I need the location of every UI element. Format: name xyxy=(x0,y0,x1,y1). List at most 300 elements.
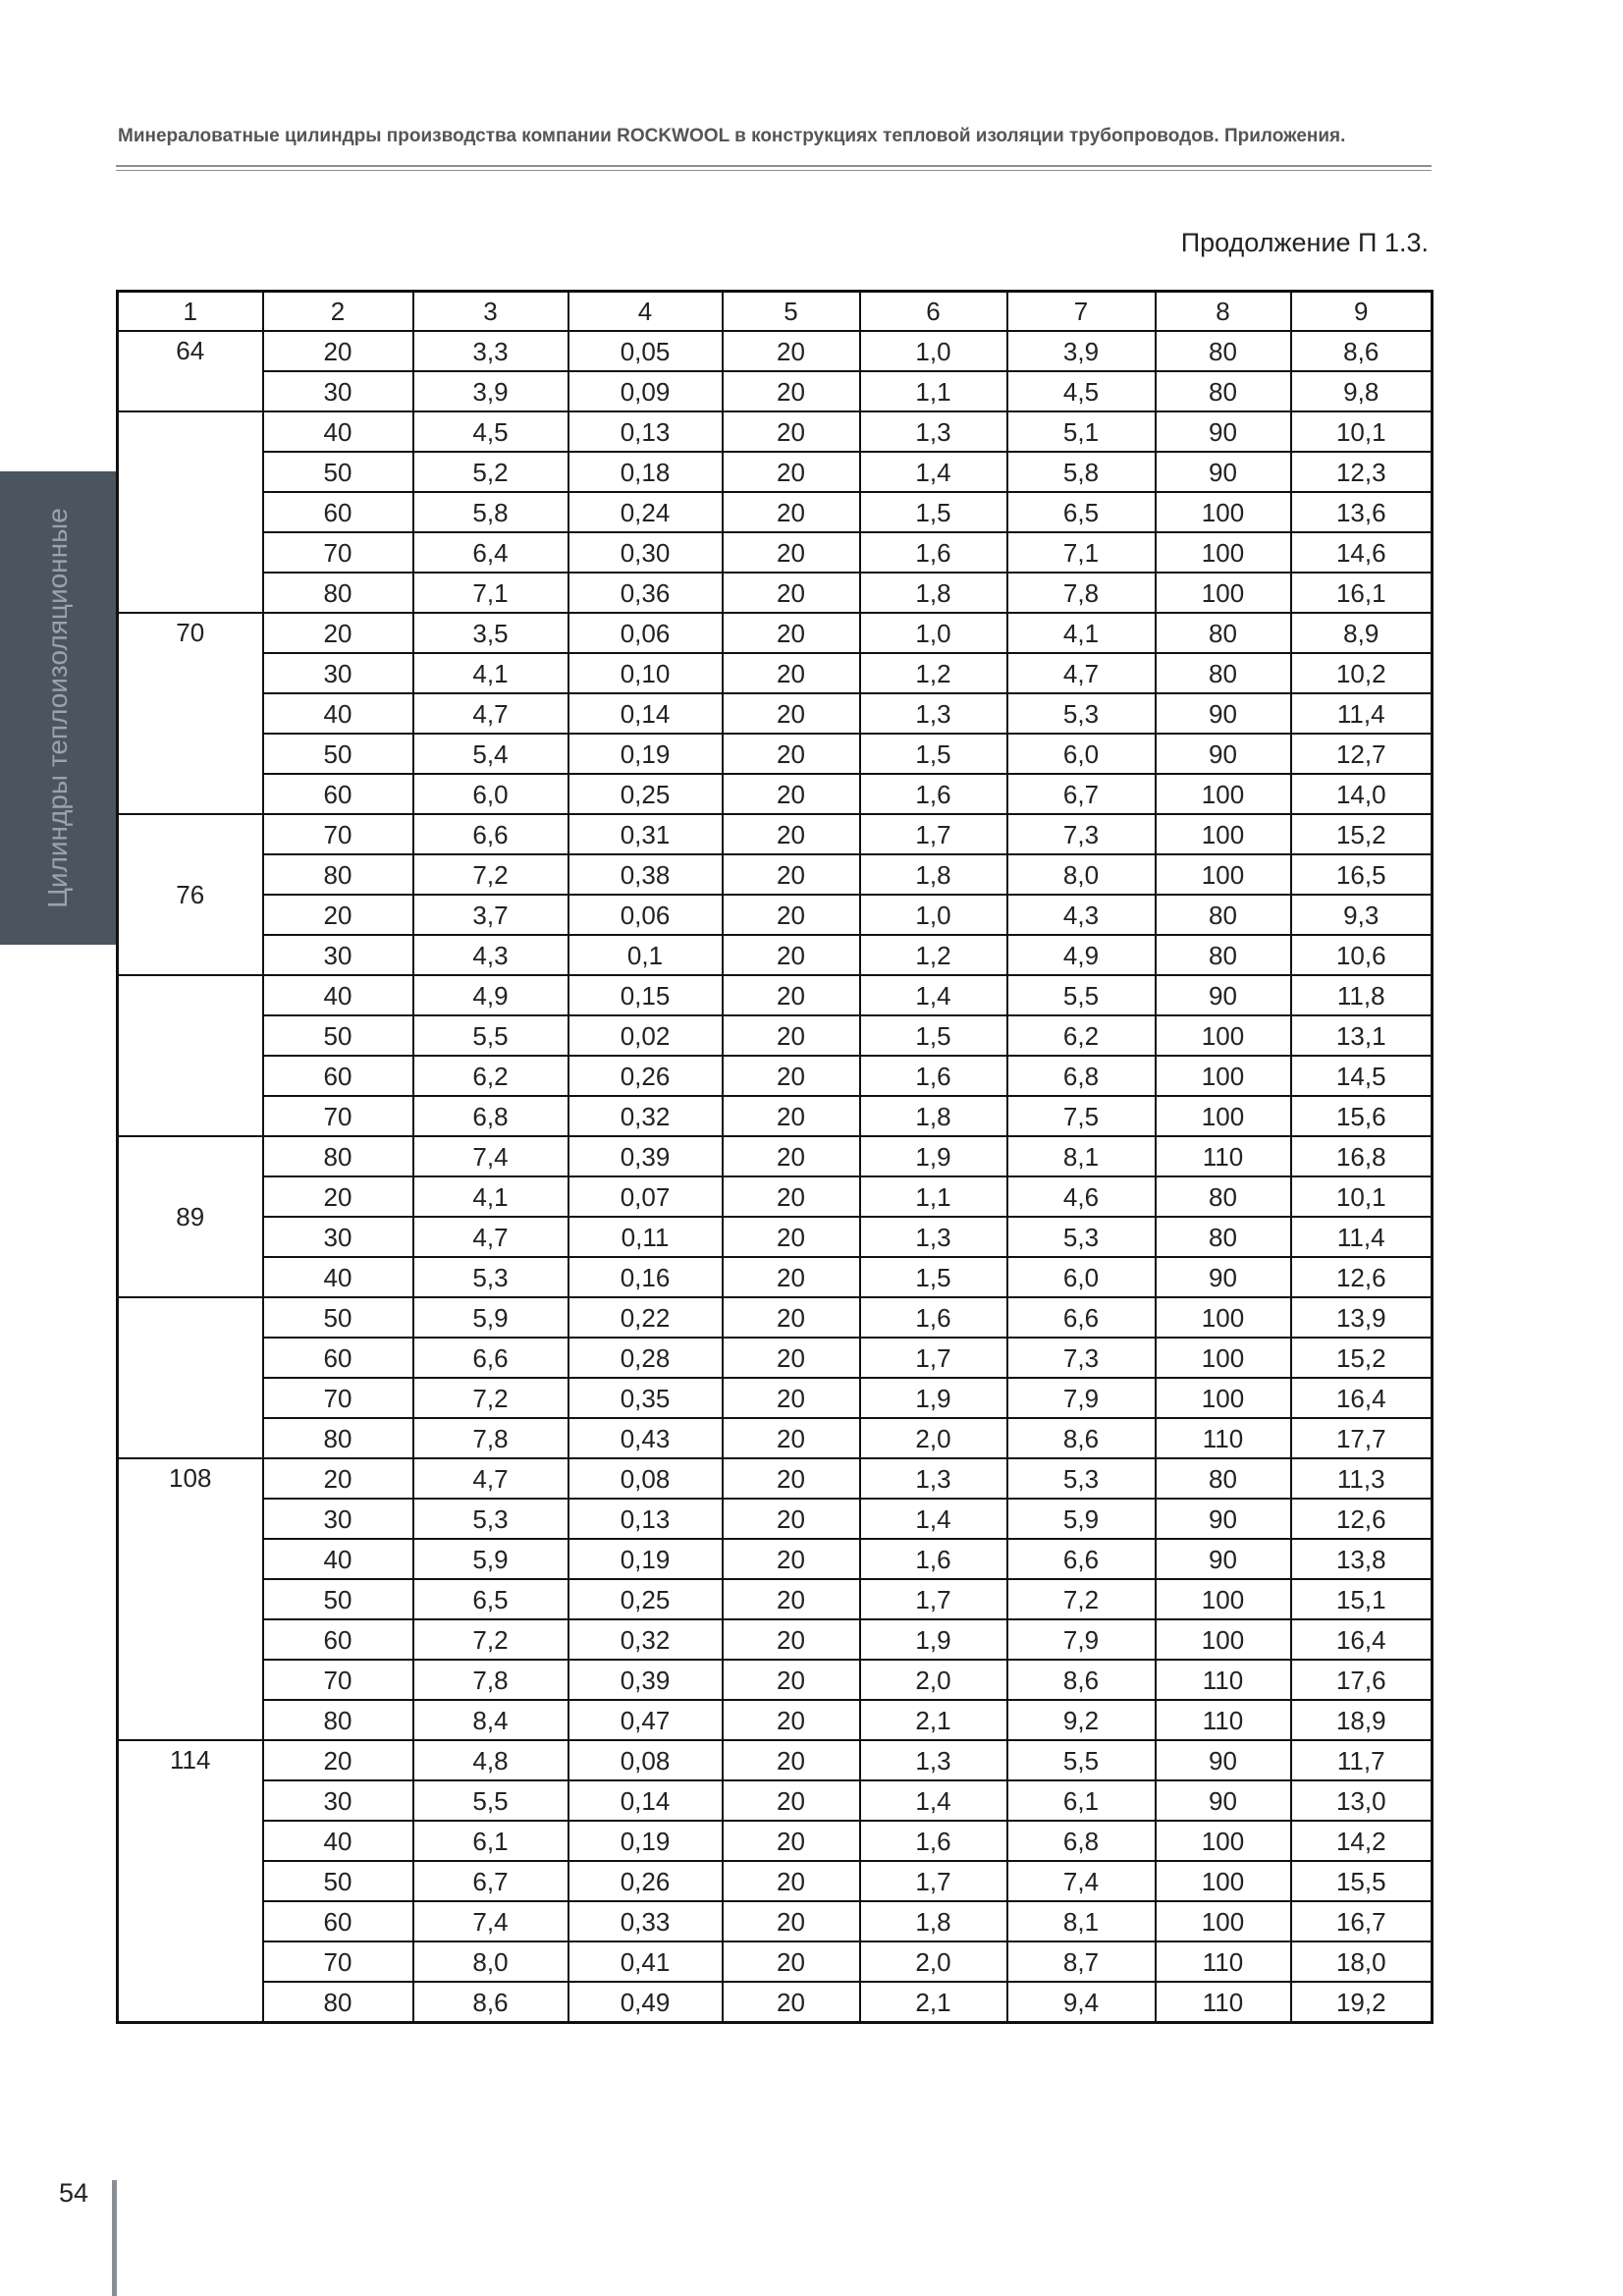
column-header: 1 xyxy=(118,292,263,332)
table-cell: 40 xyxy=(263,1539,413,1579)
table-cell: 80 xyxy=(263,1136,413,1176)
table-cell: 8,9 xyxy=(1291,613,1433,653)
table-cell: 20 xyxy=(263,1176,413,1217)
table-cell: 30 xyxy=(263,935,413,975)
table-cell: 15,5 xyxy=(1291,1861,1433,1901)
table-cell: 40 xyxy=(263,1257,413,1297)
table-cell: 1,9 xyxy=(860,1619,1007,1660)
table-cell: 30 xyxy=(263,1780,413,1821)
table-cell: 1,7 xyxy=(860,1579,1007,1619)
table-cell: 0,26 xyxy=(568,1861,723,1901)
table-cell: 6,0 xyxy=(1007,734,1156,774)
column-header: 6 xyxy=(860,292,1007,332)
table-cell: 2,0 xyxy=(860,1418,1007,1458)
table-row xyxy=(118,1458,1433,1499)
table-cell: 14,2 xyxy=(1291,1821,1433,1861)
table-cell: 0,11 xyxy=(568,1217,723,1257)
table-row xyxy=(118,935,1433,975)
table-cell: 1,6 xyxy=(860,532,1007,573)
table-cell: 100 xyxy=(1156,1338,1291,1378)
table-cell: 100 xyxy=(1156,1056,1291,1096)
table-cell: 16,4 xyxy=(1291,1619,1433,1660)
table-cell: 30 xyxy=(263,1217,413,1257)
table-cell: 20 xyxy=(723,532,860,573)
table-cell: 100 xyxy=(1156,1619,1291,1660)
table-cell: 20 xyxy=(723,1700,860,1740)
table-cell: 90 xyxy=(1156,411,1291,452)
table-cell: 5,4 xyxy=(413,734,568,774)
column-header: 3 xyxy=(413,292,568,332)
table-cell: 7,2 xyxy=(413,854,568,895)
table-cell: 1,4 xyxy=(860,975,1007,1015)
table-cell: 70 xyxy=(263,1660,413,1700)
table-cell: 0,16 xyxy=(568,1257,723,1297)
table-row xyxy=(118,1982,1433,2023)
table-cell: 6,6 xyxy=(1007,1539,1156,1579)
table-cell: 20 xyxy=(723,1901,860,1941)
table-cell: 80 xyxy=(1156,613,1291,653)
table-cell: 8,0 xyxy=(413,1941,568,1982)
table-cell: 13,6 xyxy=(1291,492,1433,532)
table-cell: 6,0 xyxy=(1007,1257,1156,1297)
table-cell: 6,8 xyxy=(1007,1821,1156,1861)
table-cell: 5,3 xyxy=(1007,693,1156,734)
table-cell: 9,3 xyxy=(1291,895,1433,935)
table-cell: 30 xyxy=(263,371,413,411)
table-cell: 5,3 xyxy=(413,1257,568,1297)
table-row xyxy=(118,1056,1433,1096)
table-cell: 20 xyxy=(723,1780,860,1821)
table-row xyxy=(118,1015,1433,1056)
table-cell: 40 xyxy=(263,411,413,452)
table-cell: 8,1 xyxy=(1007,1901,1156,1941)
column-header: 5 xyxy=(723,292,860,332)
table-row xyxy=(118,653,1433,693)
table-continuation-label: Продолжение П 1.3. xyxy=(1180,228,1429,257)
table-cell: 16,1 xyxy=(1291,573,1433,613)
table-cell: 3,7 xyxy=(413,895,568,935)
table-cell: 1,8 xyxy=(860,854,1007,895)
table-cell: 7,8 xyxy=(1007,573,1156,613)
table-cell: 6,0 xyxy=(413,774,568,814)
table-cell: 0,41 xyxy=(568,1941,723,1982)
table-cell: 100 xyxy=(1156,492,1291,532)
table-cell: 60 xyxy=(263,1338,413,1378)
table-cell: 20 xyxy=(723,653,860,693)
table-cell: 70 xyxy=(263,1096,413,1136)
table-cell: 30 xyxy=(263,653,413,693)
table-cell: 0,19 xyxy=(568,1821,723,1861)
table-row xyxy=(118,1579,1433,1619)
table-cell: 1,1 xyxy=(860,1176,1007,1217)
table-cell: 20 xyxy=(723,331,860,371)
table-cell: 0,33 xyxy=(568,1901,723,1941)
table-cell: 20 xyxy=(723,1740,860,1780)
table-cell: 7,3 xyxy=(1007,1338,1156,1378)
table-cell: 0,31 xyxy=(568,814,723,854)
table-cell: 4,7 xyxy=(413,693,568,734)
table-cell: 5,3 xyxy=(1007,1217,1156,1257)
side-tab xyxy=(0,471,116,945)
table-cell: 90 xyxy=(1156,1257,1291,1297)
table-cell: 80 xyxy=(1156,371,1291,411)
table-cell: 6,5 xyxy=(1007,492,1156,532)
table-cell: 17,7 xyxy=(1291,1418,1433,1458)
table-cell: 15,2 xyxy=(1291,814,1433,854)
table-row xyxy=(118,1338,1433,1378)
table-cell: 0,35 xyxy=(568,1378,723,1418)
table-cell: 10,1 xyxy=(1291,1176,1433,1217)
table-row xyxy=(118,1176,1433,1217)
table-cell: 13,8 xyxy=(1291,1539,1433,1579)
table-cell: 70 xyxy=(263,814,413,854)
table-cell: 20 xyxy=(723,693,860,734)
table-cell: 4,1 xyxy=(413,653,568,693)
table-cell: 4,1 xyxy=(413,1176,568,1217)
table-cell: 16,4 xyxy=(1291,1378,1433,1418)
table-cell: 14,6 xyxy=(1291,532,1433,573)
table-cell: 1,5 xyxy=(860,1257,1007,1297)
table-cell: 14,0 xyxy=(1291,774,1433,814)
table-cell: 1,3 xyxy=(860,1740,1007,1780)
table-cell: 6,6 xyxy=(413,814,568,854)
table-cell: 1,5 xyxy=(860,492,1007,532)
table-cell: 0,19 xyxy=(568,1539,723,1579)
table-row xyxy=(118,1780,1433,1821)
table-cell: 20 xyxy=(723,935,860,975)
table-cell: 13,9 xyxy=(1291,1297,1433,1338)
table-row xyxy=(118,1539,1433,1579)
table-cell: 0,26 xyxy=(568,1056,723,1096)
table-row xyxy=(118,331,1433,371)
table-cell: 100 xyxy=(1156,1901,1291,1941)
table-row xyxy=(118,411,1433,452)
table-cell: 10,6 xyxy=(1291,935,1433,975)
table-cell: 11,3 xyxy=(1291,1458,1433,1499)
table-cell: 11,4 xyxy=(1291,1217,1433,1257)
table-cell: 7,4 xyxy=(413,1136,568,1176)
table-cell: 5,8 xyxy=(1007,452,1156,492)
table-cell: 0,32 xyxy=(568,1619,723,1660)
table-cell: 4,9 xyxy=(413,975,568,1015)
table-row xyxy=(118,1378,1433,1418)
table-cell: 100 xyxy=(1156,1015,1291,1056)
table-cell: 16,7 xyxy=(1291,1901,1433,1941)
table-cell: 6,7 xyxy=(1007,774,1156,814)
table-row xyxy=(118,1418,1433,1458)
table-cell: 50 xyxy=(263,1861,413,1901)
table-cell: 20 xyxy=(723,1418,860,1458)
group-label-cell: 70 xyxy=(118,613,263,814)
table-row xyxy=(118,1941,1433,1982)
table-row xyxy=(118,532,1433,573)
table-cell: 20 xyxy=(723,1579,860,1619)
table-cell: 80 xyxy=(263,573,413,613)
table-cell: 6,5 xyxy=(413,1579,568,1619)
column-header: 8 xyxy=(1156,292,1291,332)
group-label-cell xyxy=(118,975,263,1136)
table-row xyxy=(118,1740,1433,1780)
table-cell: 1,0 xyxy=(860,613,1007,653)
table-cell: 40 xyxy=(263,693,413,734)
group-label-cell xyxy=(118,411,263,613)
table-row xyxy=(118,1901,1433,1941)
table-cell: 12,6 xyxy=(1291,1257,1433,1297)
table-cell: 20 xyxy=(723,1096,860,1136)
table-cell: 3,5 xyxy=(413,613,568,653)
table-cell: 0,49 xyxy=(568,1982,723,2023)
table-cell: 0,02 xyxy=(568,1015,723,1056)
table-cell: 5,2 xyxy=(413,452,568,492)
table-cell: 90 xyxy=(1156,452,1291,492)
table-cell: 5,5 xyxy=(1007,975,1156,1015)
table-cell: 0,14 xyxy=(568,693,723,734)
table-cell: 1,6 xyxy=(860,1821,1007,1861)
table-cell: 8,4 xyxy=(413,1700,568,1740)
table-cell: 7,2 xyxy=(1007,1579,1156,1619)
table-cell: 0,13 xyxy=(568,411,723,452)
table-cell: 20 xyxy=(263,613,413,653)
table-row xyxy=(118,1297,1433,1338)
table-header-row xyxy=(118,292,1433,332)
table-row xyxy=(118,1096,1433,1136)
table-cell: 90 xyxy=(1156,734,1291,774)
table-cell: 0,08 xyxy=(568,1740,723,1780)
table-row xyxy=(118,1217,1433,1257)
table-row xyxy=(118,693,1433,734)
table-cell: 20 xyxy=(723,1821,860,1861)
table-cell: 7,1 xyxy=(413,573,568,613)
table-cell: 90 xyxy=(1156,1499,1291,1539)
table-cell: 1,1 xyxy=(860,371,1007,411)
table-cell: 20 xyxy=(723,734,860,774)
table-cell: 18,9 xyxy=(1291,1700,1433,1740)
table-cell: 1,8 xyxy=(860,1901,1007,1941)
table-cell: 20 xyxy=(723,1982,860,2023)
table-cell: 90 xyxy=(1156,693,1291,734)
table-cell: 1,5 xyxy=(860,1015,1007,1056)
table-cell: 12,6 xyxy=(1291,1499,1433,1539)
table-cell: 110 xyxy=(1156,1136,1291,1176)
table-cell: 80 xyxy=(263,1418,413,1458)
table-row xyxy=(118,1257,1433,1297)
group-label-cell: 64 xyxy=(118,331,263,411)
table-cell: 5,5 xyxy=(413,1780,568,1821)
table-cell: 2,1 xyxy=(860,1982,1007,2023)
table-row xyxy=(118,1660,1433,1700)
table-cell: 0,39 xyxy=(568,1660,723,1700)
table-cell: 0,18 xyxy=(568,452,723,492)
table-row xyxy=(118,371,1433,411)
table-cell: 0,07 xyxy=(568,1176,723,1217)
table-cell: 7,2 xyxy=(413,1378,568,1418)
table-cell: 50 xyxy=(263,452,413,492)
table-cell: 50 xyxy=(263,1297,413,1338)
table-row xyxy=(118,1619,1433,1660)
table-cell: 1,7 xyxy=(860,1338,1007,1378)
table-cell: 100 xyxy=(1156,573,1291,613)
table-cell: 20 xyxy=(723,1056,860,1096)
table-cell: 20 xyxy=(723,1338,860,1378)
table-cell: 70 xyxy=(263,532,413,573)
table-cell: 20 xyxy=(723,1539,860,1579)
table-row xyxy=(118,1821,1433,1861)
table-cell: 20 xyxy=(723,1499,860,1539)
table-cell: 4,6 xyxy=(1007,1176,1156,1217)
table-cell: 20 xyxy=(723,1257,860,1297)
table-cell: 4,9 xyxy=(1007,935,1156,975)
table-cell: 0,22 xyxy=(568,1297,723,1338)
table-cell: 4,8 xyxy=(413,1740,568,1780)
table-cell: 5,3 xyxy=(413,1499,568,1539)
table-row xyxy=(118,975,1433,1015)
table-cell: 1,9 xyxy=(860,1136,1007,1176)
table-cell: 60 xyxy=(263,774,413,814)
table-cell: 90 xyxy=(1156,975,1291,1015)
table-cell: 0,43 xyxy=(568,1418,723,1458)
table-row xyxy=(118,1136,1433,1176)
table-cell: 14,5 xyxy=(1291,1056,1433,1096)
table-cell: 6,7 xyxy=(413,1861,568,1901)
table-cell: 6,4 xyxy=(413,532,568,573)
table-cell: 3,9 xyxy=(413,371,568,411)
table-cell: 6,6 xyxy=(413,1338,568,1378)
table-cell: 100 xyxy=(1156,774,1291,814)
table-cell: 1,6 xyxy=(860,1539,1007,1579)
table-cell: 1,3 xyxy=(860,411,1007,452)
column-header: 7 xyxy=(1007,292,1156,332)
table-cell: 100 xyxy=(1156,1378,1291,1418)
table-cell: 80 xyxy=(1156,895,1291,935)
table-row xyxy=(118,895,1433,935)
table-cell: 2,0 xyxy=(860,1660,1007,1700)
table-cell: 6,8 xyxy=(1007,1056,1156,1096)
table-cell: 5,9 xyxy=(413,1539,568,1579)
table-row xyxy=(118,1861,1433,1901)
table-cell: 20 xyxy=(723,492,860,532)
table-cell: 100 xyxy=(1156,1297,1291,1338)
table-cell: 7,8 xyxy=(413,1418,568,1458)
table-cell: 4,7 xyxy=(413,1458,568,1499)
table-cell: 5,9 xyxy=(413,1297,568,1338)
table-cell: 1,2 xyxy=(860,653,1007,693)
table-cell: 70 xyxy=(263,1378,413,1418)
table-cell: 2,1 xyxy=(860,1700,1007,1740)
table-cell: 20 xyxy=(723,1176,860,1217)
table-cell: 90 xyxy=(1156,1539,1291,1579)
table-cell: 20 xyxy=(723,1458,860,1499)
table-cell: 0,30 xyxy=(568,532,723,573)
table-cell: 15,2 xyxy=(1291,1338,1433,1378)
table-cell: 20 xyxy=(723,854,860,895)
table-cell: 1,6 xyxy=(860,774,1007,814)
table-cell: 0,24 xyxy=(568,492,723,532)
table-cell: 19,2 xyxy=(1291,1982,1433,2023)
table-cell: 20 xyxy=(723,975,860,1015)
table-cell: 60 xyxy=(263,1056,413,1096)
table-cell: 2,0 xyxy=(860,1941,1007,1982)
table-cell: 8,6 xyxy=(1007,1660,1156,1700)
table-cell: 8,6 xyxy=(1007,1418,1156,1458)
table-cell: 20 xyxy=(723,613,860,653)
table-cell: 10,2 xyxy=(1291,653,1433,693)
table-cell: 1,3 xyxy=(860,1458,1007,1499)
table-cell: 7,4 xyxy=(413,1901,568,1941)
table-cell: 10,1 xyxy=(1291,411,1433,452)
table-cell: 7,4 xyxy=(1007,1861,1156,1901)
table-cell: 60 xyxy=(263,1619,413,1660)
table-cell: 6,2 xyxy=(413,1056,568,1096)
table-cell: 1,4 xyxy=(860,1780,1007,1821)
table-cell: 80 xyxy=(1156,935,1291,975)
table-cell: 12,7 xyxy=(1291,734,1433,774)
table-cell: 1,3 xyxy=(860,693,1007,734)
table-cell: 1,9 xyxy=(860,1378,1007,1418)
table-cell: 6,1 xyxy=(1007,1780,1156,1821)
table-cell: 0,38 xyxy=(568,854,723,895)
table-cell: 80 xyxy=(1156,1458,1291,1499)
table-cell: 20 xyxy=(723,774,860,814)
table-cell: 60 xyxy=(263,492,413,532)
table-cell: 1,5 xyxy=(860,734,1007,774)
table-cell: 100 xyxy=(1156,1096,1291,1136)
table-cell: 1,8 xyxy=(860,1096,1007,1136)
table-body xyxy=(118,292,1433,2023)
table-cell: 20 xyxy=(723,1941,860,1982)
group-label-cell xyxy=(118,1297,263,1458)
table-cell: 100 xyxy=(1156,814,1291,854)
table-cell: 15,1 xyxy=(1291,1579,1433,1619)
table-cell: 8,1 xyxy=(1007,1136,1156,1176)
column-header: 2 xyxy=(263,292,413,332)
table-cell: 100 xyxy=(1156,1579,1291,1619)
table-cell: 5,9 xyxy=(1007,1499,1156,1539)
table-cell: 13,1 xyxy=(1291,1015,1433,1056)
table-cell: 80 xyxy=(263,1982,413,2023)
group-label-cell: 89 xyxy=(118,1136,263,1297)
group-label-cell: 114 xyxy=(118,1740,263,2023)
table-cell: 0,05 xyxy=(568,331,723,371)
table-cell: 50 xyxy=(263,1015,413,1056)
table-cell: 0,19 xyxy=(568,734,723,774)
table-cell: 20 xyxy=(723,1015,860,1056)
table-cell: 20 xyxy=(723,1297,860,1338)
table-cell: 100 xyxy=(1156,532,1291,573)
table-cell: 0,1 xyxy=(568,935,723,975)
table-row xyxy=(118,774,1433,814)
table-cell: 110 xyxy=(1156,1660,1291,1700)
table-cell: 7,9 xyxy=(1007,1378,1156,1418)
table-cell: 90 xyxy=(1156,1740,1291,1780)
table-row xyxy=(118,452,1433,492)
table-cell: 20 xyxy=(723,1136,860,1176)
table-cell: 7,2 xyxy=(413,1619,568,1660)
table-cell: 16,8 xyxy=(1291,1136,1433,1176)
table-cell: 0,06 xyxy=(568,613,723,653)
table-cell: 110 xyxy=(1156,1941,1291,1982)
table-cell: 0,09 xyxy=(568,371,723,411)
table-cell: 3,9 xyxy=(1007,331,1156,371)
table-cell: 1,7 xyxy=(860,814,1007,854)
table-cell: 80 xyxy=(1156,1176,1291,1217)
table-cell: 20 xyxy=(723,573,860,613)
table-cell: 0,25 xyxy=(568,1579,723,1619)
table-cell: 4,7 xyxy=(413,1217,568,1257)
table-cell: 18,0 xyxy=(1291,1941,1433,1982)
table-cell: 20 xyxy=(263,1740,413,1780)
table-cell: 16,5 xyxy=(1291,854,1433,895)
table-cell: 100 xyxy=(1156,1821,1291,1861)
